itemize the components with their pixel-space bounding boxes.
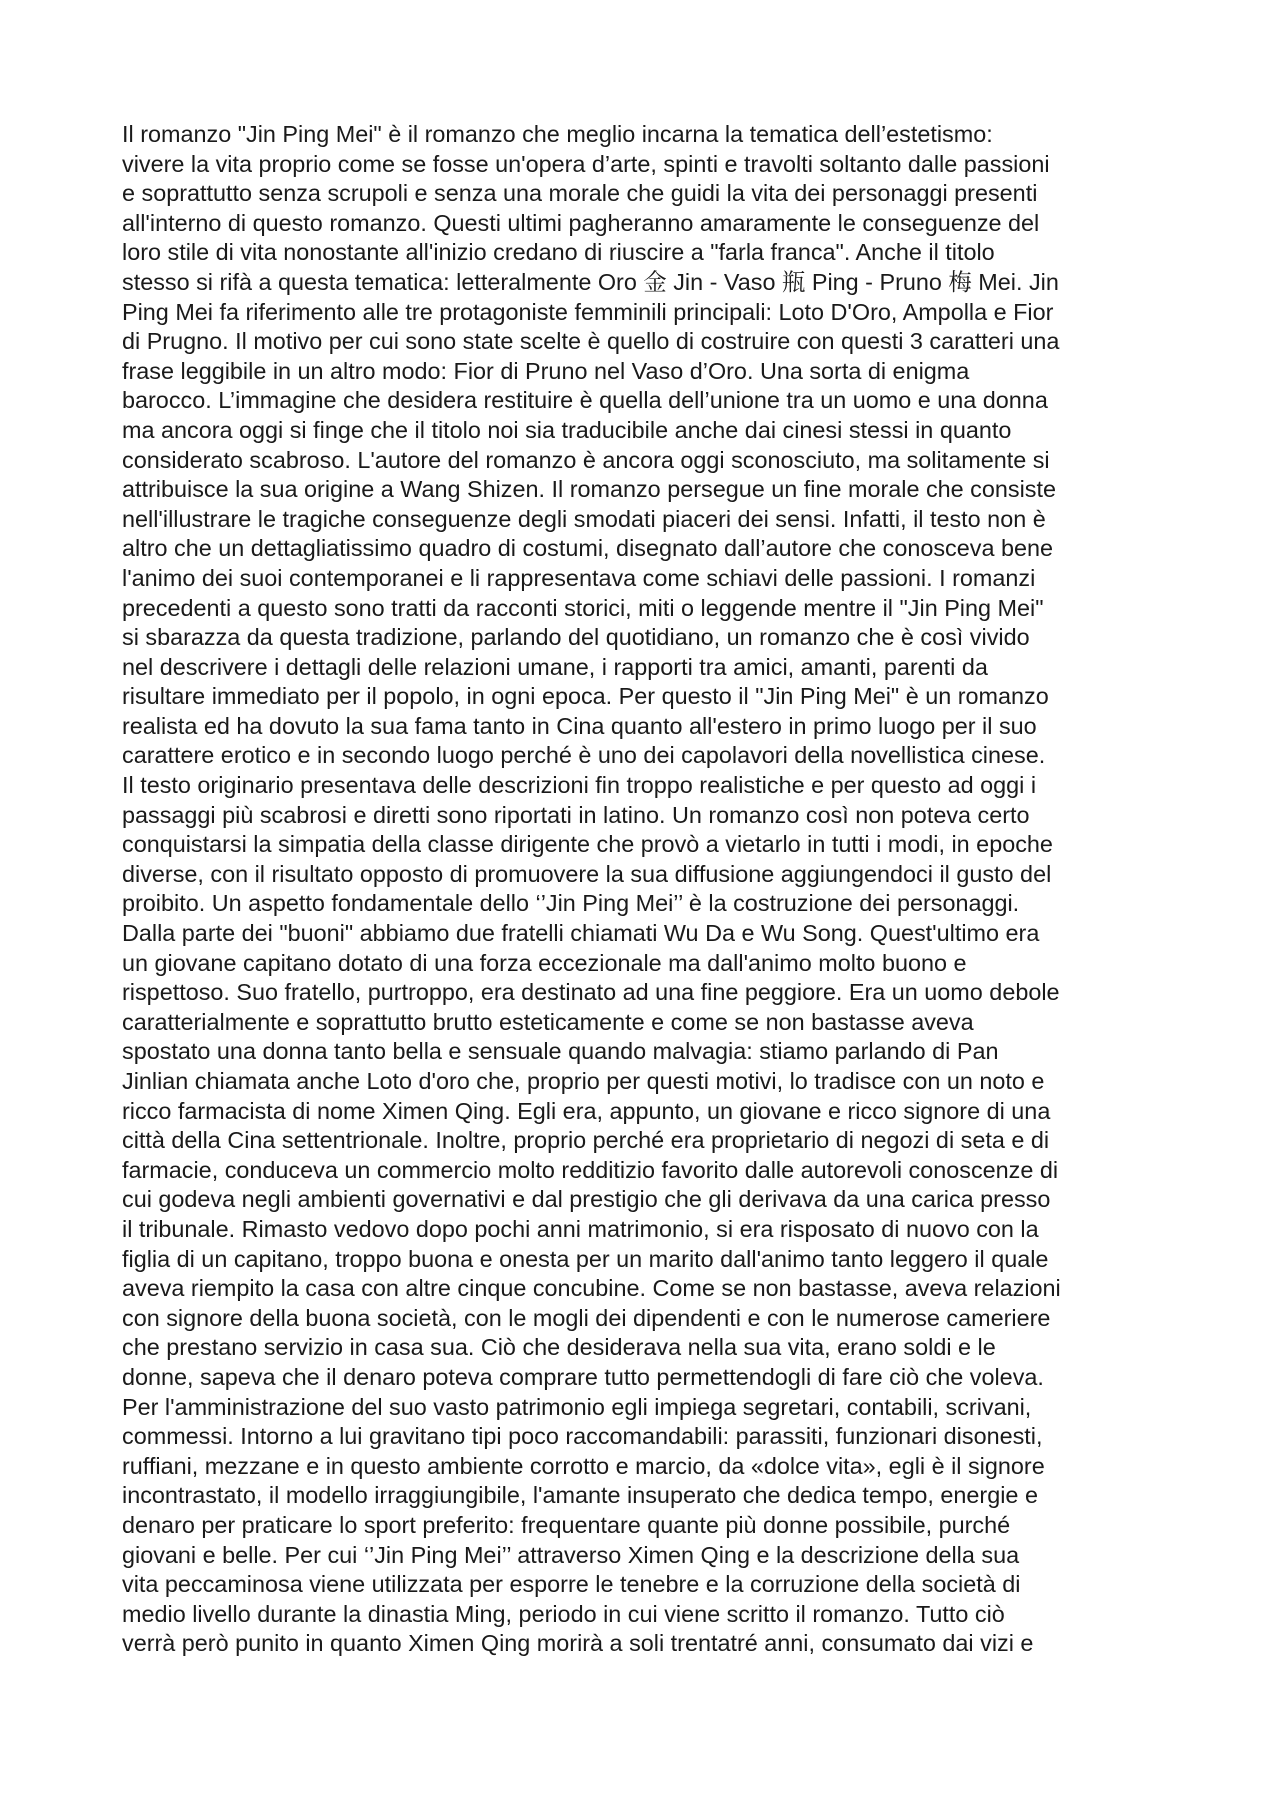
text-line: spostato una donna tanto bella e sensuale quando malvagia: stiamo parlando di Pan: [122, 1038, 999, 1065]
text-line: diverse, con il risultato opposto di promuovere la sua diffusione aggiungendoci il gusto del: [122, 860, 1052, 887]
text-line: frase leggibile in un altro modo: Fior di Pruno nel Vaso d’Oro. Una sorta di enigma: [122, 357, 970, 384]
text-line: cui godeva negli ambienti governativi e dal prestigio che gli derivava da una carica presso: [122, 1186, 1051, 1213]
text-line: realista ed ha dovuto la sua fama tanto in Cina quanto all'estero in primo luogo per il suo: [122, 712, 1037, 739]
text-line: loro stile di vita nonostante all'inizio credano di riuscire a "farla franca". Anche il titolo: [122, 239, 995, 266]
text-line: ricco farmacista di nome Ximen Qing. Egli era, appunto, un giovane e ricco signore di una: [122, 1097, 1051, 1124]
text-line: attribuisce la sua origine a Wang Shizen. Il romanzo persegue un fine morale che consiste: [122, 476, 1056, 503]
text-line: Ping Mei fa riferimento alle tre protagoniste femminili principali: Loto D'Oro, Ampolla e Fior: [122, 298, 1054, 325]
text-line: Jinlian chiamata anche Loto d'oro che, proprio per questi motivi, lo tradisce con un noto e: [122, 1068, 1045, 1094]
text-line: conquistarsi la simpatia della classe dirigente che provò a vietarlo in tutti i modi, in epoche: [122, 831, 1053, 858]
text-line: commessi. Intorno a lui gravitano tipi poco raccomandabili: parassiti, funzionari disonesti,: [122, 1423, 1043, 1450]
text-line: si sbarazza da questa tradizione, parlando del quotidiano, un romanzo che è così vivido: [122, 624, 1030, 651]
text-line: all'interno di questo romanzo. Questi ultimi pagheranno amaramente le conseguenze del: [122, 209, 1040, 236]
text-line: che prestano servizio in casa sua. Ciò che desiderava nella sua vita, erano soldi e le: [122, 1334, 996, 1361]
text-line: un giovane capitano dotato di una forza eccezionale ma dall'animo molto buono e: [122, 949, 967, 976]
text-line: nel descrivere i dettagli delle relazioni umane, i rapporti tra amici, amanti, parenti da: [122, 653, 988, 680]
text-line: altro che un dettagliatissimo quadro di costumi, disegnato dall’autore che conosceva bene: [122, 535, 1053, 562]
text-line: Il romanzo "Jin Ping Mei" è il romanzo che meglio incarna la tematica dell’estetismo:: [122, 121, 993, 147]
text-line: l'animo dei suoi contemporanei e li rappresentava come schiavi delle passioni. I romanzi: [122, 564, 1036, 591]
text-line: ma ancora oggi si finge che il titolo noi sia traducibile anche dai cinesi stessi in quanto: [122, 416, 1012, 443]
text-line: vita peccaminosa viene utilizzata per esporre le tenebre e la corruzione della società di: [122, 1571, 1021, 1598]
text-line: rispettoso. Suo fratello, purtroppo, era destinato ad una fine peggiore. Era un uomo debole: [122, 979, 1060, 1006]
text-line: giovani e belle. Per cui ‘’Jin Ping Mei’’ attraverso Ximen Qing e la descrizione della sua: [122, 1541, 1020, 1568]
text-line: con signore della buona società, con le mogli dei dipendenti e con le numerose cameriere: [122, 1304, 1051, 1331]
text-line: caratterialmente e soprattutto brutto esteticamente e come se non bastasse aveva: [122, 1008, 974, 1035]
text-line: considerato scabroso. L'autore del romanzo è ancora oggi sconosciuto, ma solitamente si: [122, 446, 1050, 473]
text-line: verrà però punito in quanto Ximen Qing morirà a soli trentatré anni, consumato dai vizi e: [122, 1630, 1034, 1657]
text-line: farmacie, conduceva un commercio molto redditizio favorito dalle autorevoli conoscenze di: [122, 1156, 1059, 1183]
text-line: passaggi più scabrosi e diretti sono riportati in latino. Un romanzo così non poteva certo: [122, 801, 1030, 828]
text-line: proibito. Un aspetto fondamentale dello ‘’Jin Ping Mei’’ è la costruzione dei personaggi.: [122, 890, 1020, 917]
body-text: [122, 120, 1182, 1659]
text-line: precedenti a questo sono tratti da racconti storici, miti o leggende mentre il "Jin Ping Mei": [122, 594, 1044, 621]
text-line: stesso si rifà a questa tematica: letteralmente Oro 金 Jin - Vaso 瓶 Ping - Pruno 梅 Mei. Jin: [122, 268, 1059, 295]
text-line: e soprattutto senza scrupoli e senza una morale che guidi la vita dei personaggi presenti: [122, 180, 1038, 207]
text-line: aveva riempito la casa con altre cinque concubine. Come se non bastasse, aveva relazioni: [122, 1275, 1061, 1302]
text-line: Dalla parte dei "buoni" abbiamo due fratelli chiamati Wu Da e Wu Song. Quest'ultimo era: [122, 920, 1040, 947]
text-line: denaro per praticare lo sport preferito: frequentare quante più donne possibile, purché: [122, 1511, 1011, 1538]
text-line: città della Cina settentrionale. Inoltre, proprio perché era proprietario di negozi di seta e di: [122, 1127, 1050, 1154]
text-line: risultare immediato per il popolo, in ogni epoca. Per questo il "Jin Ping Mei" è un romanzo: [122, 683, 1049, 710]
text-line: Il testo originario presentava delle descrizioni fin troppo realistiche e per questo ad oggi i: [122, 772, 1037, 799]
text-line: nell'illustrare le tragiche conseguenze degli smodati piaceri dei sensi. Infatti, il testo non è: [122, 505, 1046, 532]
text-line: figlia di un capitano, troppo buona e onesta per un marito dall'animo tanto leggero il quale: [122, 1245, 1049, 1272]
text-line: vivere la vita proprio come se fosse un'opera d’arte, spinti e travolti soltanto dalle passioni: [122, 150, 1050, 177]
text-line: carattere erotico e in secondo luogo perché è uno dei capolavori della novellistica cinese.: [122, 742, 1046, 769]
text-line: barocco. L’immagine che desidera restituire è quella dell’unione tra un uomo e una donna: [122, 387, 1048, 414]
text-line: di Prugno. Il motivo per cui sono state scelte è quello di costruire con questi 3 caratteri una: [122, 328, 1060, 355]
text-line: il tribunale. Rimasto vedovo dopo pochi anni matrimonio, si era risposato di nuovo con la: [122, 1215, 1039, 1242]
text-line: medio livello durante la dinastia Ming, periodo in cui viene scritto il romanzo. Tutto ciò: [122, 1600, 1005, 1627]
text-line: donne, sapeva che il denaro poteva comprare tutto permettendogli di fare ciò che voleva.: [122, 1363, 1044, 1390]
text-line: Per l'amministrazione del suo vasto patrimonio egli impiega segretari, contabili, scrivani,: [122, 1393, 1032, 1420]
text-line: ruffiani, mezzane e in questo ambiente corrotto e marcio, da «dolce vita», egli è il signore: [122, 1452, 1045, 1479]
text-line: incontrastato, il modello irraggiungibile, l'amante insuperato che dedica tempo, energie e: [122, 1482, 1038, 1509]
